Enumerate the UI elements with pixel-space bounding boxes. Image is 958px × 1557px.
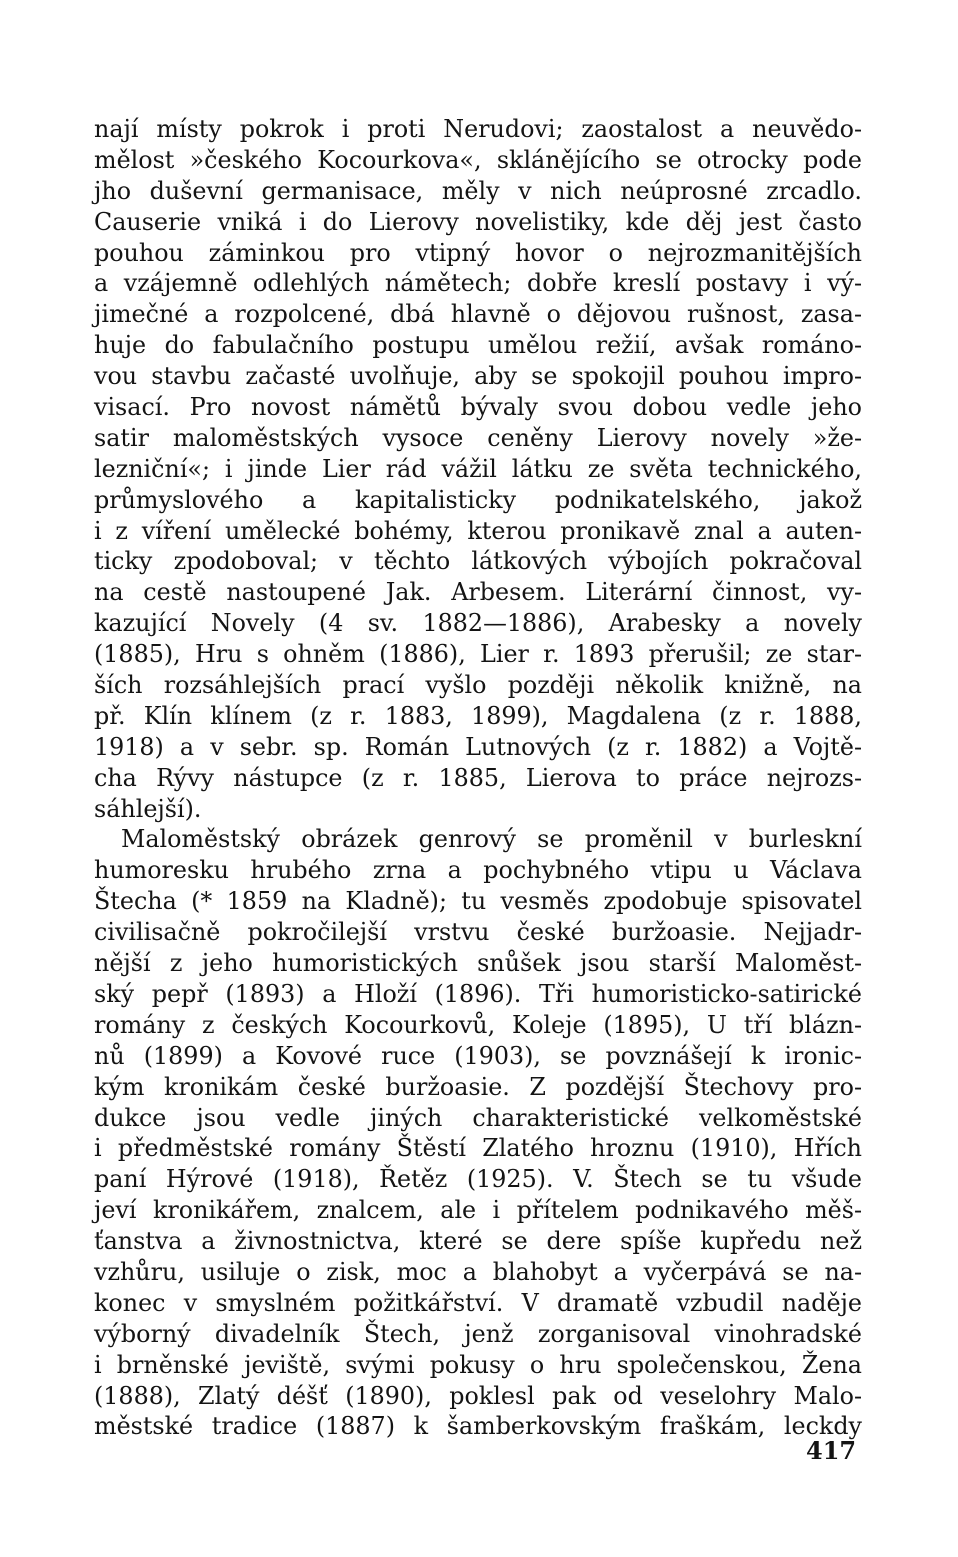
text-line: satir maloměstských vysoce ceněny Lierovy novely »že- — [94, 423, 862, 452]
text-line: a vzájemně odlehlých námětech; dobře kreslí postavy i vý- — [94, 269, 862, 298]
text-line: průmyslového a kapitalisticky podnikatelského, jakož — [94, 485, 862, 514]
text-line: konec v smyslném požitkářství. V dramatě vzbudil naděje — [94, 1288, 862, 1317]
text-line: lezniční«; i jinde Lier rád vážil látku ze světa technického, — [94, 454, 862, 483]
text-line: i předměstské romány Štěstí Zlatého hroznu (1910), Hřích — [94, 1134, 862, 1163]
text-line: humoresku hrubého zrna a pochybného vtipu u Václava — [94, 856, 862, 885]
text-line: nají místy pokrok i proti Nerudovi; zaostalost a neuvědo- — [94, 115, 862, 143]
text-line: (1885), Hru s ohněm (1886), Lier r. 1893 přerušil; ze star- — [94, 640, 862, 669]
text-line: 1918) a v sebr. sp. Román Lutnových (z r. 1882) a Vojtě- — [94, 732, 862, 761]
text-line: kazující Novely (4 sv. 1882—1886), Arabesky a novely — [94, 609, 862, 638]
text-line: jeví kronikářem, znalcem, ale i přítelem podnikavého měš- — [94, 1196, 862, 1225]
text-line: na cestě nastoupené Jak. Arbesem. Literární činnost, vy- — [94, 578, 862, 607]
text-line: visací. Pro novost námětů bývaly svou dobou vedle jeho — [94, 393, 862, 422]
text-line: sáhlejší). — [94, 794, 202, 823]
text-line: pouhou záminkou pro vtipný hovor o nejrozmanitějších — [94, 238, 862, 267]
text-line: cha Rývy nástupce (z r. 1885, Lierova to práce nejrozs- — [94, 763, 862, 792]
text-line: i z víření umělecké bohémy, kterou pronikavě znal a auten- — [94, 516, 862, 545]
text-line: městské tradice (1887) k šamberkovským fraškám, leckdy — [94, 1412, 862, 1441]
text-line: dukce jsou vedle jiných charakteristické velkoměstské — [94, 1103, 862, 1132]
text-line: ších rozsáhlejších prací vyšlo později několik knižně, na — [94, 671, 862, 700]
text-line: Causerie vniká i do Lierovy novelistiky, kde děj jest často — [94, 207, 862, 236]
text-line: vou stavbu začasté uvolňuje, aby se spokojil pouhou impro- — [94, 362, 862, 391]
text-line: nů (1899) a Kovové ruce (1903), se povznášejí k ironic- — [94, 1041, 862, 1070]
text-line: vzhůru, usiluje o zisk, moc a blahobyt a vyčerpává se na- — [94, 1257, 862, 1286]
text-line: Štecha (* 1859 na Kladně); tu vesměs zpodobuje spisovatel — [94, 887, 862, 916]
text-line: jimečné a rozpolcené, dbá hlavně o dějovou rušnost, zasa- — [94, 300, 862, 329]
text-line: mělost »českého Kocourkova«, sklánějícího se otrocky pode — [94, 145, 862, 174]
page-number: 417 — [806, 1436, 857, 1465]
text-line: ticky zpodoboval; v těchto látkových výbojích pokračoval — [94, 547, 862, 576]
text-line: civilisačně pokročilejší vrstvu české buržoasie. Nejjadr- — [94, 918, 862, 947]
paragraph-start-line: Maloměstský obrázek genrový se proměnil v burleskní — [121, 825, 862, 854]
text-line: ský pepř (1893) a Hloží (1896). Tři humoristicko-satirické — [94, 979, 862, 1008]
text-line: výborný divadelník Štech, jenž zorganisoval vinohradské — [94, 1319, 862, 1348]
text-line: jho duševní germanisace, měly v nich neúprosné zrcadlo. — [94, 176, 862, 205]
text-line: nější z jeho humoristických snůšek jsou starší Maloměst- — [94, 949, 862, 978]
body-text — [94, 114, 862, 1442]
text-line: ťanstva a živnostnictva, které se dere spíše kupředu než — [94, 1227, 862, 1256]
text-line: kým kronikám české buržoasie. Z pozdější Štechovy pro- — [94, 1072, 862, 1101]
text-line: i brněnské jeviště, svými pokusy o hru společenskou, Žena — [94, 1350, 862, 1379]
text-line: huje do fabulačního postupu umělou režií, avšak románo- — [94, 331, 862, 360]
text-line: paní Hýrové (1918), Řetěz (1925). V. Štech se tu všude — [94, 1165, 862, 1194]
text-line: př. Klín klínem (z r. 1883, 1899), Magdalena (z r. 1888, — [94, 701, 862, 730]
text-line: (1888), Zlatý déšť (1890), poklesl pak od veselohry Malo- — [94, 1381, 862, 1410]
text-line: romány z českých Kocourkovů, Koleje (1895), U tří blázn- — [94, 1010, 862, 1039]
